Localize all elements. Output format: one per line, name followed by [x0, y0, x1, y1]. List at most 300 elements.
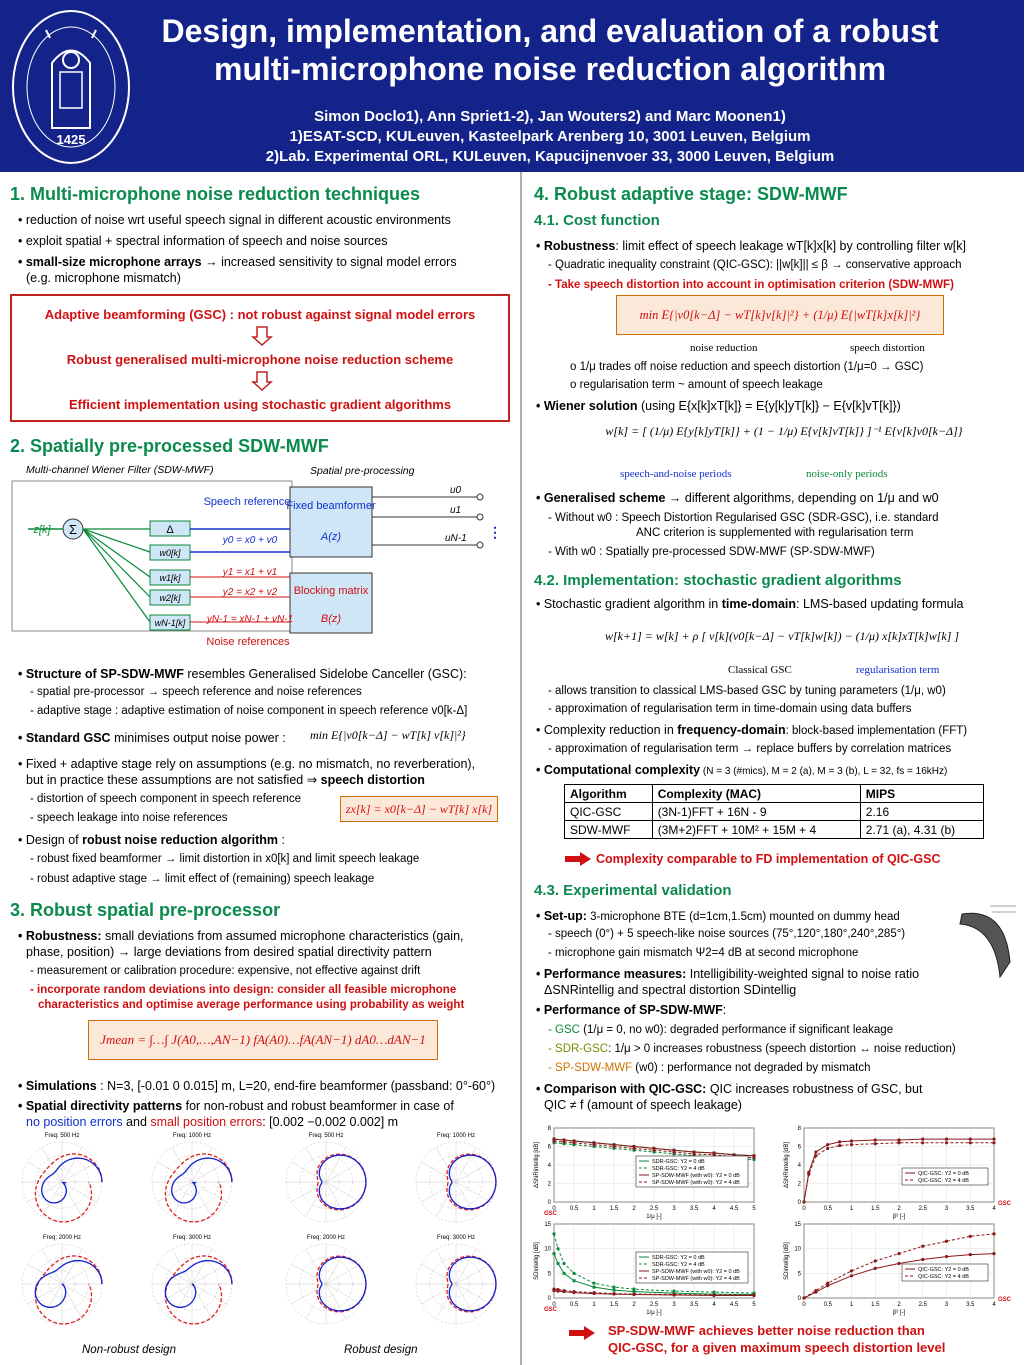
svg-text:Δ: Δ — [166, 524, 174, 536]
x-tick-label: 2.5 — [918, 1302, 927, 1308]
polar-plot — [416, 1133, 496, 1222]
y-tick-label: 2 — [547, 1181, 551, 1188]
author-block — [135, 107, 965, 167]
data-point — [562, 1289, 565, 1292]
polar-plot — [22, 1133, 102, 1222]
x-tick-label: 2 — [897, 1206, 901, 1212]
x-tick-label: 1.5 — [871, 1206, 880, 1212]
gsc-marker-label: GSC — [998, 1201, 1012, 1207]
x-tick-label: 4.5 — [729, 1206, 739, 1212]
box-line-3: Efficient implementation using stochastic gradient algorithms — [68, 397, 452, 412]
down-arrow-icon — [252, 371, 272, 391]
y-tick-label: 0 — [797, 1296, 801, 1302]
data-point — [552, 1139, 555, 1142]
legend-entry: SDR-GSC: Υ2 = 0 dB — [652, 1255, 705, 1261]
x-tick-label: 3.5 — [689, 1302, 699, 1308]
s4-e1: • Set-up: 3-microphone BTE (d=1cm,1.5cm) mounted on dummy head — [536, 909, 900, 923]
data-point — [921, 1138, 924, 1141]
legend-entry: SP-SDW-MWF (with w0): Υ2 = 0 dB — [652, 1173, 740, 1179]
data-point — [632, 1292, 635, 1295]
data-point — [850, 1274, 853, 1277]
s1-bullet-3: • small-size microphone arrays → increased sensitivity to signal model errors — [18, 255, 457, 269]
x-tick-label: 4.5 — [729, 1302, 739, 1308]
pattern-position-error — [35, 1154, 102, 1222]
data-point — [612, 1145, 615, 1148]
data-point — [897, 1141, 900, 1144]
s4-cr2: - approximation of regularisation term → replace buffers by correlation matrices — [548, 743, 952, 755]
x-tick-label: 3.5 — [966, 1206, 975, 1212]
data-point — [752, 1293, 755, 1296]
box-line-1: Adaptive beamforming (GSC) : not robust against signal model errors — [44, 307, 476, 322]
y-tick-label: 8 — [797, 1126, 801, 1132]
table-row: QIC-GSC (3N-1)FFT + 16N - 9 2.16 — [565, 803, 984, 821]
polar-plot-title: Freq: 2000 Hz — [42, 1235, 82, 1241]
data-point — [826, 1282, 829, 1285]
performance-plots-svg — [522, 1120, 1026, 1316]
x-tick-label: 3.5 — [966, 1302, 975, 1308]
speech-distortion-equation: zx[k] = x0[k−Δ] − wT[k] x[k] — [340, 796, 498, 822]
y-tick-label: 15 — [794, 1222, 801, 1228]
data-point — [969, 1138, 972, 1141]
svg-text:w0[k]: w0[k] — [159, 548, 181, 558]
x-axis-label: 1/μ [-] — [646, 1310, 662, 1316]
y-tick-label: 0 — [797, 1200, 801, 1206]
polar-plot — [152, 1235, 232, 1324]
data-point — [969, 1141, 972, 1144]
svg-text:u1: u1 — [450, 505, 462, 516]
data-point — [632, 1288, 635, 1291]
svg-text:uN-1: uN-1 — [445, 533, 467, 544]
data-point — [612, 1292, 615, 1295]
data-point — [562, 1140, 565, 1143]
polar-plot — [286, 1133, 366, 1222]
data-point — [850, 1139, 853, 1142]
s1-bullet-3-cont: (e.g. microphone mismatch) — [26, 271, 181, 285]
s2-p4-sub1: - robust fixed beamformer → limit distortion in x0[k] and limit speech leakage — [30, 853, 420, 865]
s4-r1-sub1: - Quadratic inequality constraint (QIC-GSC): ||w[k]|| ≤ β → conservative approach — [548, 259, 962, 271]
bte-hearing-aid-icon — [950, 902, 1020, 982]
legend-entry: SP-SDW-MWF (with w0): Υ2 = 4 dB — [652, 1276, 740, 1282]
y-tick-label: 5 — [547, 1271, 551, 1278]
data-point — [992, 1141, 995, 1144]
s4-sg3: - approximation of regularisation term in time-domain using data buffers — [548, 703, 912, 715]
polar-plots — [0, 1132, 520, 1342]
data-point — [850, 1143, 853, 1146]
data-point — [897, 1138, 900, 1141]
y-tick-label: 4 — [797, 1163, 801, 1169]
s2-p3: • Fixed + adaptive stage rely on assumptions (e.g. no mismatch, no reverberation), — [18, 757, 476, 771]
data-point — [592, 1143, 595, 1146]
svg-text:yN-1 = xN-1 + vN-1: yN-1 = xN-1 + vN-1 — [206, 614, 294, 625]
data-point — [553, 1252, 556, 1255]
svg-text:u0: u0 — [450, 485, 462, 496]
line-chart — [534, 1126, 756, 1220]
polar-plot-title: Freq: 2000 Hz — [306, 1235, 346, 1241]
x-tick-label: 1 — [849, 1206, 854, 1212]
classical-gsc-label: Classical GSC — [728, 664, 792, 676]
university-seal-logo — [10, 8, 132, 166]
x-tick-label: 4 — [992, 1302, 996, 1308]
s1-bullet-1: • reduction of noise wrt useful speech signal in different acoustic environments — [18, 213, 451, 227]
data-point — [573, 1279, 576, 1282]
x-tick-label: 2.5 — [918, 1206, 927, 1212]
line-chart — [784, 1222, 1012, 1316]
cost-function-equation: min E{|v0[k−Δ] − wT[k]v[k]|²} + (1/μ) E{|wT[k]x[k]|²} — [616, 295, 944, 335]
table-header-row: Algorithm Complexity (MAC) MIPS — [565, 785, 984, 803]
x-tick-label: 5 — [752, 1206, 756, 1212]
x-axis-label: β² [-] — [892, 1214, 906, 1220]
line-chart — [534, 1222, 756, 1316]
x-tick-label: 2 — [632, 1302, 636, 1308]
data-point — [897, 1262, 900, 1265]
x-tick-label: 0.5 — [823, 1302, 832, 1308]
speech-ref-label: Speech reference — [203, 496, 291, 508]
data-point — [992, 1252, 995, 1255]
polar-plot-title: Freq: 1000 Hz — [436, 1133, 476, 1139]
x-tick-label: 5 — [752, 1302, 756, 1308]
s4-e2-cont: ΔSNRintellig and spectral distortion SDintellig — [544, 983, 797, 997]
y-tick-label: 2 — [797, 1181, 801, 1188]
data-point — [945, 1141, 948, 1144]
s4-g1-sub1-cont: ANC criterion is supplemented with regularisation term — [636, 527, 914, 539]
right-column — [520, 172, 1024, 1365]
poster-title: Design, implementation, and evaluation of a robust multi-microphone noise reduction algorithm — [161, 13, 939, 87]
data-point — [826, 1143, 829, 1146]
y-tick-label: 8 — [547, 1126, 551, 1132]
data-point — [572, 1141, 575, 1144]
data-point — [992, 1138, 995, 1141]
section-4-3-title: 4.3. Experimental validation — [534, 882, 732, 899]
data-point — [752, 1156, 755, 1159]
s4-e1-sub2: - microphone gain mismatch Ψ2=4 dB at second microphone — [548, 947, 859, 959]
x-tick-label: 2 — [632, 1206, 636, 1212]
data-point — [814, 1289, 817, 1292]
data-point — [712, 1293, 715, 1296]
polar-plot-title: Freq: 500 Hz — [44, 1133, 80, 1139]
data-point — [969, 1253, 972, 1256]
svg-text:y1 = x1 + v1: y1 = x1 + v1 — [222, 567, 278, 578]
polar-plot — [152, 1133, 232, 1222]
fixed-bf-label: Fixed beamformer — [286, 500, 376, 512]
s4-o2: o regularisation term ~ amount of speech leakage — [570, 379, 823, 391]
x-tick-label: 0 — [552, 1206, 556, 1212]
x-tick-label: 3 — [672, 1206, 676, 1212]
legend-entry: QIC-GSC: Υ2 = 0 dB — [918, 1171, 969, 1177]
data-point — [572, 1272, 575, 1275]
y-tick-label: 4 — [547, 1163, 551, 1169]
x-tick-label: 3.5 — [689, 1206, 699, 1212]
section-2-title: 2. Spatially pre-processed SDW-MWF — [10, 436, 329, 456]
y-tick-label: 0 — [547, 1200, 551, 1206]
s4-e4: • Comparison with QIC-GSC: QIC increases robustness of GSC, but — [536, 1082, 923, 1096]
y-axis-label: ΔSNRintellig [dB] — [534, 1141, 540, 1189]
poster-header — [0, 0, 1024, 172]
data-point — [921, 1141, 924, 1144]
s2-p3-cont: but in practice these assumptions are not satisfied ⇒ speech distortion — [26, 773, 425, 787]
wiener-solution-equation: w[k] = [ (1/μ) E{y[k]yT[k]} + (1 − 1/μ) E{v[k]vT[k]} ]⁻¹ E{v[k]v0[k−Δ]} — [605, 424, 963, 438]
polar-plot-title: Freq: 3000 Hz — [172, 1235, 212, 1241]
data-point — [814, 1154, 817, 1157]
y-tick-label: 6 — [797, 1144, 801, 1151]
s4-cc1: • Computational complexity (N = 3 (#mics), M = 2 (a), M = 3 (b), L = 32, fs = 16kHz) — [536, 763, 948, 777]
x-tick-label: 1 — [592, 1302, 596, 1308]
lms-update-equation: w[k+1] = w[k] + ρ [ v[k](v0[k−Δ] − vT[k]w[k]) − (1/μ) x[k]xT[k]w[k] ] — [604, 629, 960, 643]
data-point — [874, 1259, 877, 1262]
legend-entry: SDR-GSC: Υ2 = 0 dB — [652, 1159, 705, 1165]
polar-plot — [416, 1235, 496, 1324]
y-axis-label: ΔSNRintellig [dB] — [784, 1141, 790, 1189]
x-axis-label: 1/μ [-] — [646, 1214, 662, 1220]
performance-plots — [522, 1120, 1026, 1316]
data-point — [556, 1247, 559, 1250]
s3-b3: • Spatial directivity patterns for non-robust and robust beamformer in case of — [18, 1099, 454, 1113]
s4-e3-sub1: - GSC (1/μ = 0, no w0): degraded performance if significant leakage — [548, 1024, 894, 1036]
data-point — [672, 1293, 675, 1296]
blocking-label: Blocking matrix — [293, 585, 369, 597]
data-point — [945, 1255, 948, 1258]
caption-spatial: Spatial pre-processing — [310, 465, 415, 477]
svg-text:⋮: ⋮ — [488, 524, 502, 540]
complexity-table — [564, 784, 984, 839]
s3-b1-sub1: - measurement or calibration procedure: expensive, not effective against drift — [30, 965, 421, 977]
y-axis-label: SDintellig [dB] — [784, 1242, 790, 1280]
svg-text:z[k]: z[k] — [33, 524, 51, 536]
table-row: SDW-MWF (3M+2)FFT + 10M² + 15M + 4 2.71 (a), 4.31 (b) — [565, 821, 984, 839]
data-point — [563, 1272, 566, 1275]
data-point — [612, 1286, 615, 1289]
right-arrow-icon — [568, 1326, 596, 1340]
s2-p4: • Design of robust noise reduction algorithm : — [18, 833, 285, 847]
legend-entry: SP-SDW-MWF (with w0): Υ2 = 0 dB — [652, 1269, 740, 1275]
section-4-1-title: 4.1. Cost function — [534, 212, 660, 229]
down-arrow-icon — [252, 326, 272, 346]
s4-sg1: • Stochastic gradient algorithm in time-domain: LMS-based updating formula — [536, 597, 964, 611]
s3-b1-sub2-cont: characteristics and optimise average performance using probability as weight — [38, 999, 465, 1011]
x-tick-label: 4 — [712, 1206, 716, 1212]
s4-g1: • Generalised scheme → different algorithms, depending on 1/μ and w0 — [536, 491, 939, 505]
data-point — [802, 1296, 805, 1299]
data-point — [592, 1282, 595, 1285]
data-point — [593, 1286, 596, 1289]
x-tick-label: 3 — [944, 1206, 949, 1212]
s1-bullet-2: • exploit spatial + spectral information of speech and noise sources — [18, 234, 388, 248]
data-point — [992, 1232, 995, 1235]
gsc-marker-label: GSC — [998, 1297, 1012, 1303]
x-tick-label: 1 — [592, 1206, 596, 1212]
s1-highlight-box — [10, 294, 510, 422]
x-tick-label: 0 — [802, 1206, 806, 1212]
x-tick-label: 0.5 — [569, 1302, 579, 1308]
legend-entry: SDR-GSC: Υ2 = 4 dB — [652, 1262, 705, 1268]
polar-plot-title: Freq: 500 Hz — [308, 1133, 344, 1139]
legend-entry: SDR-GSC: Υ2 = 4 dB — [652, 1166, 705, 1172]
data-point — [672, 1150, 675, 1153]
s4-e3-sub3: - SP-SDW-MWF (w0) : performance not degraded by mismatch — [548, 1062, 871, 1074]
x-tick-label: 1 — [849, 1302, 854, 1308]
data-point — [692, 1152, 695, 1155]
legend-entry: SP-SDW-MWF (with w0): Υ2 = 4 dB — [652, 1180, 740, 1186]
data-point — [874, 1267, 877, 1270]
section-1-title: 1. Multi-microphone noise reduction techniques — [10, 184, 421, 204]
data-point — [552, 1288, 555, 1291]
x-tick-label: 0.5 — [569, 1206, 579, 1212]
affiliation-1: 1)ESAT-SCD, KULeuven, Kasteelpark Arenberg 10, 3001 Leuven, Belgium — [289, 128, 811, 145]
s2-p2: • Standard GSC minimises output noise power : — [18, 731, 286, 745]
s2-gsc-equation: min E{|v0[k−Δ] − wT[k] v[k]|²} — [310, 728, 466, 742]
x-tick-label: 1.5 — [609, 1302, 619, 1308]
data-point — [557, 1262, 560, 1265]
x-tick-label: 3 — [672, 1302, 676, 1308]
x-tick-label: 1.5 — [609, 1206, 619, 1212]
s4-e3: • Performance of SP-SDW-MWF: — [536, 1003, 727, 1017]
x-tick-label: 2 — [897, 1302, 901, 1308]
data-point — [552, 1232, 555, 1235]
s3-b1: • Robustness: small deviations from assumed microphone characteristics (gain, — [18, 929, 464, 943]
polar-plot — [22, 1235, 102, 1324]
data-point — [592, 1291, 595, 1294]
s4-g1-sub2: - With w0 : Spatially pre-processed SDW-MWF (SP-SDW-MWF) — [548, 546, 875, 558]
y-tick-label: 10 — [794, 1246, 801, 1253]
left-column — [0, 172, 520, 1365]
svg-text:w1[k]: w1[k] — [159, 573, 181, 583]
fixed-beamformer-block — [290, 487, 372, 557]
s3-b2: • Simulations : N=3, [-0.01 0 0.015] m, L=20, end-fire beamformer (passband: 0°-60°) — [18, 1079, 496, 1093]
data-point — [897, 1252, 900, 1255]
mean-cost-equation: Jmean = ∫…∫ J(A0,…,AN−1) fA(A0)…fA(AN−1) dA0…dAN−1 — [88, 1020, 438, 1060]
line-chart — [784, 1126, 1012, 1220]
pattern-position-error — [165, 1154, 232, 1222]
data-point — [838, 1144, 841, 1147]
s4-r1-sub2: - Take speech distortion into account in optimisation criterion (SDW-MWF) — [548, 279, 954, 291]
polar-plots-svg — [0, 1132, 520, 1342]
data-point — [562, 1262, 565, 1265]
box-line-2: Robust generalised multi-microphone noise reduction scheme — [66, 352, 454, 367]
regularisation-term-label: regularisation term — [856, 664, 940, 676]
x-tick-label: 2.5 — [649, 1206, 659, 1212]
block-diagram — [10, 477, 510, 662]
s2-p4-sub2: - robust adaptive stage → limit effect of (remaining) speech leakage — [30, 873, 375, 885]
data-point — [874, 1138, 877, 1141]
y-axis-label: SDintellig [dB] — [534, 1242, 540, 1280]
data-point — [814, 1150, 817, 1153]
noise-only-periods-label: noise-only periods — [806, 468, 888, 480]
section-3-title: 3. Robust spatial pre-processor — [10, 900, 281, 920]
x-tick-label: 1.5 — [871, 1302, 880, 1308]
legend-entry: QIC-GSC: Υ2 = 4 dB — [918, 1178, 969, 1184]
x-tick-label: 0 — [552, 1302, 556, 1308]
caption-mwf: Multi-channel Wiener Filter (SDW-MWF) — [26, 464, 214, 476]
svg-text:wN-1[k]: wN-1[k] — [154, 618, 186, 628]
y-tick-label: 5 — [797, 1271, 801, 1278]
data-point — [969, 1235, 972, 1238]
polar-plot — [286, 1235, 366, 1324]
s3-b1-sub2: - incorporate random deviations into design: consider all feasible microphone — [30, 984, 457, 996]
data-point — [556, 1288, 559, 1291]
s2-p3-sub2: - speech leakage into noise references — [30, 812, 228, 824]
speech-distortion-label: speech distortion — [850, 342, 925, 354]
svg-text:A(z): A(z) — [320, 531, 342, 543]
svg-text:1425: 1425 — [56, 132, 86, 147]
data-point — [838, 1140, 841, 1143]
noise-ref-label: Noise references — [206, 636, 290, 648]
x-tick-label: 2.5 — [649, 1302, 659, 1308]
noise-reduction-label: noise reduction — [690, 342, 758, 354]
gsc-marker-label: GSC — [544, 1211, 558, 1217]
s4-o1: o 1/μ trades off noise reduction and speech distortion (1/μ=0 → GSC) — [570, 361, 924, 373]
data-point — [921, 1245, 924, 1248]
x-tick-label: 0 — [802, 1302, 806, 1308]
s4-e4-cont: QIC ≠ f (amount of speech leakage) — [544, 1098, 742, 1112]
speech-noise-periods-label: speech-and-noise periods — [620, 468, 732, 480]
s3-b3-cont: no position errors and small position errors: [0.002 −0.002 0.002] m — [26, 1115, 399, 1129]
s4-e1-sub1: - speech (0°) + 5 speech-like noise sources (75°,120°,180°,240°,285°) — [548, 928, 906, 940]
legend-entry: QIC-GSC: Υ2 = 4 dB — [918, 1274, 969, 1280]
svg-text:Σ: Σ — [68, 522, 78, 537]
x-axis-label: β² [-] — [892, 1310, 906, 1316]
s2-p1: • Structure of SP-SDW-MWF resembles Generalised Sidelobe Canceller (GSC): — [18, 667, 467, 681]
right-arrow-icon — [564, 852, 592, 866]
s4-sg2: - allows transition to classical LMS-based GSC by tuning parameters (1/μ, w0) — [548, 685, 946, 697]
pattern-position-error — [35, 1256, 102, 1324]
s2-p1-sub1: - spatial pre-processor → speech reference and noise references — [30, 686, 362, 698]
y-tick-label: 10 — [544, 1246, 551, 1253]
data-point — [572, 1290, 575, 1293]
s4-cr1: • Complexity reduction in frequency-domain: block-based implementation (FFT) — [536, 723, 968, 737]
x-tick-label: 4 — [712, 1302, 716, 1308]
svg-text:y0 = x0 + v0: y0 = x0 + v0 — [222, 535, 278, 546]
s4-g1-sub1: - Without w0 : Speech Distortion Regularised GSC (SDR-GSC), i.e. standard — [548, 512, 939, 524]
x-tick-label: 4 — [992, 1206, 996, 1212]
conclusion-complexity: Complexity comparable to FD implementation of QIC-GSC — [596, 852, 941, 866]
data-point — [945, 1240, 948, 1243]
data-point — [945, 1138, 948, 1141]
polar-plot-title: Freq: 1000 Hz — [172, 1133, 212, 1139]
s2-p1-sub2: - adaptive stage : adaptive estimation of noise component in speech reference v0[k-Δ] — [30, 705, 468, 717]
data-point — [921, 1258, 924, 1261]
x-tick-label: 3 — [944, 1302, 949, 1308]
pattern-position-error — [165, 1256, 232, 1324]
data-point — [850, 1269, 853, 1272]
s4-e3-sub2: - SDR-GSC: 1/μ > 0 increases robustness (speech distortion ↔ noise reduction) — [548, 1043, 956, 1055]
y-tick-label: 15 — [544, 1222, 551, 1228]
s3-b1-cont: phase, position) → large deviations from desired spatial directivity pattern — [26, 945, 432, 959]
svg-text:w2[k]: w2[k] — [159, 593, 181, 603]
x-tick-label: 0.5 — [823, 1206, 832, 1212]
section-4-title: 4. Robust adaptive stage: SDW-MWF — [534, 184, 848, 204]
data-point — [613, 1289, 616, 1292]
gsc-marker-label: GSC — [544, 1307, 558, 1313]
y-tick-label: 6 — [547, 1144, 551, 1151]
polar-plot-title: Freq: 3000 Hz — [436, 1235, 476, 1241]
data-point — [874, 1142, 877, 1145]
data-point — [632, 1147, 635, 1150]
data-point — [807, 1173, 810, 1176]
svg-text:B(z): B(z) — [320, 613, 342, 625]
section-4-2-title: 4.2. Implementation: stochastic gradient algorithms — [534, 572, 902, 589]
caption-nonrobust: Non-robust design — [82, 1344, 176, 1356]
s4-r1: • Robustness: limit effect of speech leakage wT[k]x[k] by controlling filter w[k] — [536, 239, 966, 253]
data-point — [826, 1147, 829, 1150]
s2-p3-sub1: - distortion of speech component in speech reference — [30, 793, 302, 805]
legend-entry: QIC-GSC: Υ2 = 0 dB — [918, 1267, 969, 1273]
affiliation-2: 2)Lab. Experimental ORL, KULeuven, Kapucijnenvoer 33, 3000 Leuven, Belgium — [265, 148, 835, 165]
y-tick-label: 0 — [547, 1296, 551, 1302]
data-point — [672, 1289, 675, 1292]
s4-w1: • Wiener solution (using E{x[k]xT[k]} = E{y[k]yT[k]} − E{v[k]vT[k]}) — [536, 399, 901, 413]
data-point — [712, 1290, 715, 1293]
authors: Simon Doclo1), Ann Spriet1-2), Jan Wouters2) and Marc Moonen1) — [314, 108, 786, 125]
data-point — [652, 1149, 655, 1152]
